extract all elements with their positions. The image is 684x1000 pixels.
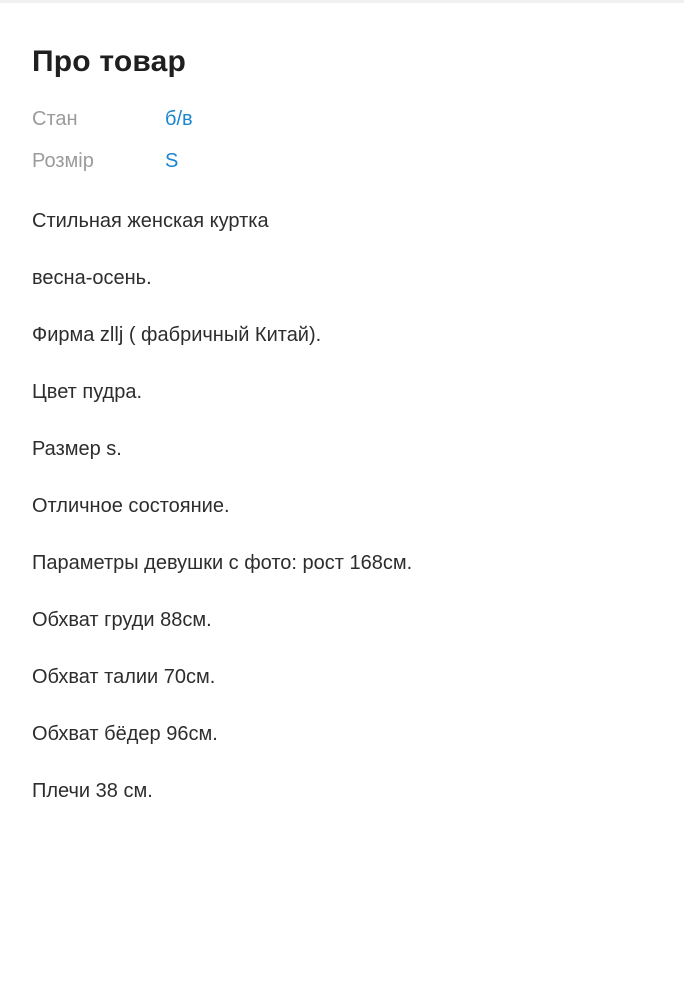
attribute-row-size xyxy=(32,148,652,174)
attribute-list xyxy=(32,106,652,174)
description-line: Отличное состояние. xyxy=(32,495,230,517)
description-line: Плечи 38 см. xyxy=(32,780,153,802)
attribute-value-size[interactable]: S xyxy=(165,150,179,172)
description-line: Фирма zllj ( фабричный Китай). xyxy=(32,324,322,346)
page-title: Про товар xyxy=(32,45,187,78)
description-line: весна-осень. xyxy=(32,267,152,289)
attribute-label-condition: Стан xyxy=(32,108,78,130)
attribute-value-condition[interactable]: б/в xyxy=(165,108,193,130)
description-line: Обхват талии 70см. xyxy=(32,666,216,688)
description-line: Размер s. xyxy=(32,438,122,460)
description-line: Параметры девушки с фото: рост 168см. xyxy=(32,552,413,574)
description-line: Обхват груди 88см. xyxy=(32,609,212,631)
description-text xyxy=(32,208,652,805)
description-line: Стильная женская куртка xyxy=(32,210,269,232)
attribute-label-size: Розмір xyxy=(32,150,94,172)
top-divider xyxy=(0,0,684,3)
description-line: Обхват бёдер 96см. xyxy=(32,723,218,745)
attribute-row-condition xyxy=(32,106,652,132)
description-line: Цвет пудра. xyxy=(32,381,143,403)
